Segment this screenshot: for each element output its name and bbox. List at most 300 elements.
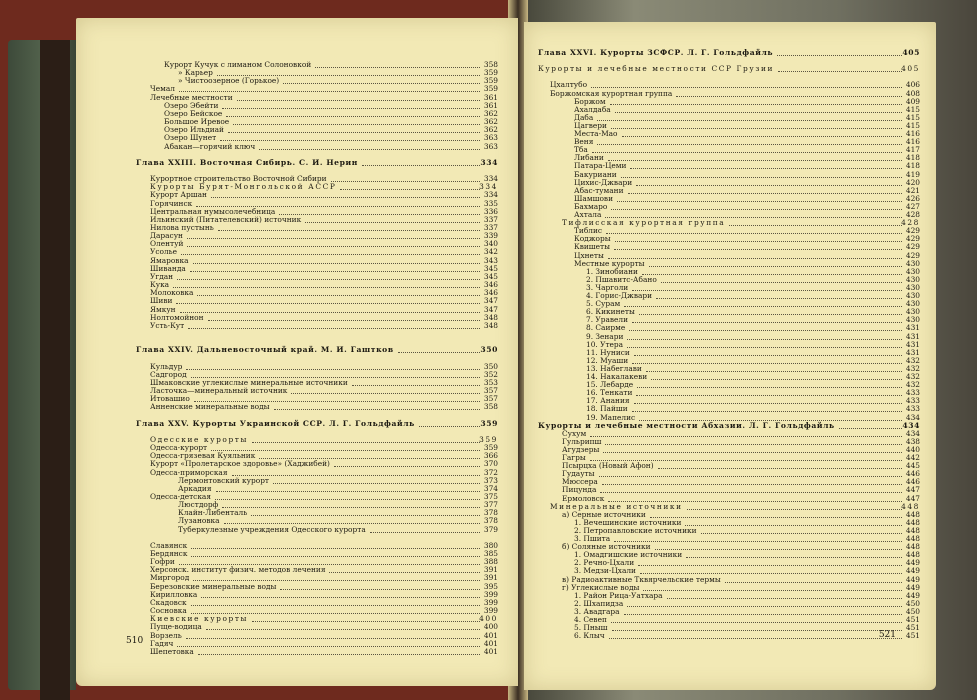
- toc-page-number: 447: [905, 493, 920, 503]
- toc-dot-leader: [198, 647, 480, 655]
- toc-entry-title: в) Радиоактивные Тквярчельские термы: [562, 574, 721, 584]
- toc-entry-title: Славянск: [150, 540, 188, 550]
- toc-dot-leader: [676, 89, 902, 97]
- toc-page-number: 420: [905, 177, 920, 187]
- toc-entry-title: Усть-Кут: [150, 320, 185, 330]
- toc-page-number: 408: [905, 88, 920, 98]
- toc-entry-title: Курорты и лечебные местности ССР Грузии: [538, 64, 775, 74]
- toc-dot-leader: [597, 137, 902, 145]
- toc-dot-leader: [197, 288, 480, 296]
- toc-dot-leader: [627, 332, 902, 340]
- toc-page-number: 449: [905, 558, 920, 568]
- toc-entry-title: Боржом: [574, 96, 606, 106]
- toc-page-number: 345: [483, 271, 498, 281]
- toc-page-number: 337: [483, 214, 498, 224]
- toc-entry-title: Цагвери: [574, 120, 607, 130]
- toc-dot-leader: [609, 631, 902, 639]
- toc-entry-title: Либани: [574, 153, 604, 163]
- toc-dot-leader: [687, 502, 902, 510]
- toc-entry-title: 14. Накалакеви: [586, 372, 648, 381]
- toc-dot-leader: [597, 113, 902, 121]
- toc-entry-title: Чемал: [150, 84, 175, 94]
- toc-page-number: 395: [483, 581, 498, 591]
- toc-dot-leader: [632, 283, 902, 291]
- toc-page-number: 430: [905, 299, 920, 309]
- toc-entry-title: Ермоловск: [562, 493, 605, 503]
- toc-page-number: 431: [905, 323, 920, 333]
- toc-page-number: 415: [905, 112, 920, 122]
- toc-entry-title: Гагры: [562, 453, 586, 462]
- toc-page-number: 431: [905, 347, 920, 357]
- toc-page-number: 417: [905, 145, 920, 155]
- toc-entry-title: Даба: [574, 112, 594, 122]
- toc-dot-leader: [636, 388, 902, 396]
- toc-page-number: 418: [905, 161, 920, 171]
- toc-page-number: 430: [905, 307, 920, 317]
- toc-dot-leader: [636, 178, 902, 186]
- toc-page-number: 350: [483, 361, 498, 371]
- left-cover-edge: [40, 40, 70, 700]
- toc-page-number: 366: [483, 451, 498, 461]
- toc-dot-leader: [638, 558, 902, 566]
- toc-page-number: 399: [483, 606, 498, 616]
- toc-entry-title: 6. Кикинеты: [586, 307, 635, 317]
- toc-page-number: 372: [483, 467, 498, 477]
- toc-dot-leader: [220, 133, 480, 141]
- toc-page-number: 400: [483, 622, 498, 632]
- toc-dot-leader: [611, 615, 902, 623]
- toc-dot-leader: [651, 372, 902, 380]
- toc-page-number: 427: [905, 201, 920, 211]
- toc-page-number: 431: [905, 339, 920, 349]
- toc-dot-leader: [228, 125, 480, 133]
- toc-entry-title: Тиблис: [574, 226, 603, 236]
- toc-entry-title: Абас-тумани: [574, 185, 624, 195]
- toc-dot-leader: [591, 80, 902, 88]
- toc-page-number: 448: [905, 534, 920, 543]
- toc-dot-leader: [590, 453, 902, 461]
- toc-entry-title: Лузановка: [178, 516, 220, 526]
- toc-page-number: 448: [905, 517, 920, 527]
- toc-entry-title: 3. Пшита: [574, 534, 611, 543]
- toc-page-number: 421: [905, 185, 920, 195]
- toc-entry-title: Одесса-курорт: [150, 443, 208, 453]
- toc-page-number: 348: [483, 312, 498, 322]
- toc-entry-title: Большое Иревое: [164, 117, 230, 127]
- toc-dot-leader: [777, 48, 902, 56]
- toc-page-number: 337: [483, 223, 498, 232]
- toc-entry-title: Киевские курорты: [150, 614, 249, 624]
- toc-page-number: 343: [483, 255, 498, 265]
- toc-page-number: 363: [483, 141, 498, 151]
- toc-page-number: 359: [480, 418, 498, 428]
- toc-dot-leader: [610, 97, 902, 105]
- toc-dot-leader: [252, 614, 480, 622]
- toc-dot-leader: [608, 153, 902, 161]
- right-page-number: 521: [878, 630, 896, 640]
- toc-dot-leader: [658, 461, 902, 469]
- toc-dot-leader: [190, 264, 480, 272]
- toc-dot-leader: [605, 210, 902, 218]
- toc-entry-title: 15. Лебарде: [586, 380, 634, 390]
- toc-dot-leader: [193, 573, 480, 581]
- toc-entry-title: Озеро Ильдиай: [164, 125, 224, 135]
- toc-page-number: 449: [905, 590, 920, 600]
- toc-entry-title: 10. Утера: [586, 339, 624, 349]
- toc-entry-title: Кульдур: [150, 361, 183, 371]
- toc-page-number: 353: [483, 377, 498, 387]
- toc-entry-title: Ахтала: [574, 210, 602, 219]
- toc-page-number: 399: [483, 589, 498, 599]
- toc-page-number: 431: [905, 331, 920, 341]
- toc-page-number: 357: [483, 394, 498, 404]
- toc-dot-leader: [370, 525, 480, 533]
- toc-dot-leader: [222, 101, 480, 109]
- toc-page-number: 449: [905, 574, 920, 584]
- toc-entry-title: 1. Район Рица-Уатхара: [574, 590, 663, 600]
- toc-dot-leader: [259, 142, 480, 150]
- toc-entry-title: Гофри: [150, 557, 175, 567]
- toc-entry-title: Сосновка: [150, 606, 187, 616]
- toc-page-number: 448: [905, 542, 920, 552]
- toc-dot-leader: [615, 105, 902, 113]
- toc-entry-title: Пуще-водица: [150, 622, 202, 632]
- toc-dot-leader: [191, 606, 480, 614]
- toc-dot-leader: [232, 468, 480, 476]
- toc-page-number: 378: [483, 516, 498, 526]
- toc-page-number: 451: [905, 631, 920, 641]
- toc-page-number: 348: [483, 320, 498, 330]
- toc-page-number: 430: [905, 258, 920, 268]
- toc-entry-title: Глава XXIV. Дальневосточный край. М. И. Гаштков: [136, 345, 394, 355]
- toc-entry-title: Веня: [574, 137, 594, 147]
- toc-page-number: 433: [905, 404, 920, 414]
- toc-page-number: 405: [901, 64, 920, 74]
- toc-dot-leader: [291, 386, 480, 394]
- toc-dot-leader: [627, 340, 902, 348]
- toc-entry-title: Клайн-Либенталь: [178, 508, 248, 518]
- toc-page-number: 440: [905, 444, 920, 454]
- toc-entry-title: Шепетовка: [150, 646, 194, 656]
- toc-page-number: 362: [483, 125, 498, 135]
- toc-entry-title: Аркадия: [178, 483, 212, 493]
- toc-entry-title: Пицунда: [562, 485, 597, 495]
- toc-dot-leader: [725, 575, 902, 583]
- toc-entry-title: Анненские минеральные воды: [150, 402, 270, 412]
- toc-entry-title: 2. Петропавловские источники: [574, 525, 697, 535]
- toc-dot-leader: [630, 161, 902, 169]
- toc-dot-leader: [614, 534, 902, 542]
- toc-page-number: 400: [479, 614, 498, 624]
- toc-page-number: 374: [483, 483, 498, 493]
- toc-page-number: 347: [483, 296, 498, 306]
- toc-dot-leader: [237, 93, 480, 101]
- toc-dot-leader: [646, 364, 902, 372]
- toc-entry-title: Лечебные местности: [150, 92, 233, 102]
- toc-entry-title: Шамшови: [574, 193, 613, 203]
- toc-page-number: 385: [483, 549, 498, 558]
- toc-page-number: 361: [483, 92, 498, 102]
- toc-entry-title: Шиванда: [150, 263, 186, 273]
- toc-dot-leader: [211, 443, 480, 451]
- toc-entry-title: Одесса-детская: [150, 491, 212, 501]
- toc-dot-leader: [628, 186, 902, 194]
- toc-dot-leader: [592, 145, 902, 153]
- toc-entry-title: Гудауты: [562, 469, 595, 479]
- toc-entry-title: Миргород: [150, 573, 190, 583]
- toc-entry-title: Туберкулезные учреждения Одесского курорта: [178, 524, 366, 534]
- toc-dot-leader: [839, 421, 902, 429]
- toc-dot-leader: [226, 109, 480, 117]
- toc-dot-leader: [362, 158, 480, 166]
- toc-page-number: 340: [483, 239, 498, 249]
- toc-page-number: 448: [901, 501, 920, 511]
- toc-page-number: 448: [905, 509, 920, 519]
- toc-entry-title: Ворзель: [150, 630, 182, 640]
- toc-entry-title: Курорт Кучук с лиманом Солоновкой: [164, 60, 312, 69]
- toc-page-number: 358: [483, 402, 498, 412]
- toc-dot-leader: [629, 323, 902, 331]
- toc-page-number: 451: [905, 615, 920, 624]
- toc-entry-title: Садгород: [150, 369, 187, 379]
- toc-entry-title: Горячинск: [150, 198, 193, 208]
- toc-dot-leader: [656, 291, 902, 299]
- toc-entry-title: Тба: [574, 145, 588, 155]
- toc-dot-leader: [206, 622, 480, 630]
- toc-page-number: 334: [480, 157, 498, 167]
- toc-entry-title: 16. Тенкати: [586, 388, 633, 398]
- toc-dot-leader: [173, 280, 480, 288]
- toc-dot-leader: [701, 526, 902, 534]
- toc-page-number: 335: [483, 198, 498, 208]
- toc-dot-leader: [186, 362, 480, 370]
- toc-entry: [76, 647, 518, 657]
- toc-entry-title: Березовские минеральные воды: [150, 581, 277, 591]
- toc-dot-leader: [419, 419, 480, 427]
- toc-page-number: 378: [483, 508, 498, 518]
- toc-entry-title: Курорт Аршан: [150, 190, 207, 200]
- toc-dot-leader: [778, 64, 902, 72]
- toc-page-number: 399: [483, 597, 498, 607]
- toc-page-number: 391: [483, 573, 498, 583]
- toc-dot-leader: [187, 231, 480, 239]
- toc-dot-leader: [329, 565, 480, 573]
- toc-dot-leader: [649, 259, 902, 267]
- toc-entry-title: Шмаковские углекислые минеральные источники: [150, 377, 348, 387]
- toc-page-number: 433: [905, 388, 920, 398]
- toc-dot-leader: [331, 174, 480, 182]
- toc-page-number: 401: [483, 638, 498, 648]
- toc-page-number: 432: [905, 372, 920, 381]
- toc-page-number: 434: [902, 420, 920, 430]
- toc-entry-title: Агудзеры: [562, 444, 600, 454]
- toc-dot-leader: [643, 583, 902, 591]
- toc-dot-leader: [686, 550, 902, 558]
- toc-page-number: 380: [483, 540, 498, 550]
- toc-dot-leader: [179, 84, 480, 92]
- toc-entry-title: Итовашио: [150, 394, 190, 404]
- toc-page-number: 388: [483, 557, 498, 567]
- toc-dot-leader: [617, 194, 902, 202]
- toc-dot-leader: [611, 121, 902, 129]
- toc-dot-leader: [188, 321, 480, 329]
- toc-dot-leader: [196, 199, 480, 207]
- toc-page-number: 401: [483, 630, 498, 640]
- toc-entry-title: Ахалдаба: [574, 104, 611, 114]
- toc-dot-leader: [632, 356, 902, 364]
- toc-page-number: 415: [905, 120, 920, 130]
- toc-dot-leader: [624, 299, 902, 307]
- toc-entry-title: Местные курорты: [574, 258, 645, 268]
- toc-page-number: 359: [483, 84, 498, 94]
- toc-page-number: 361: [483, 100, 498, 110]
- toc-dot-leader: [279, 207, 480, 215]
- toc-dot-leader: [259, 451, 480, 459]
- toc-entry-title: Ильинский (Питателевский) источник: [150, 214, 302, 224]
- toc-page-number: 449: [905, 566, 920, 576]
- toc-page-number: 362: [483, 117, 498, 127]
- toc-entry-title: Центральная нумысолечебница: [150, 206, 276, 216]
- toc-entry-title: 2. Шхапидза: [574, 598, 624, 608]
- toc-dot-leader: [639, 413, 902, 421]
- toc-page-number: 359: [483, 76, 498, 86]
- toc-page-number: 347: [483, 304, 498, 314]
- toc-entry-title: Ямаровка: [150, 255, 189, 265]
- toc-page-number: 429: [905, 226, 920, 236]
- toc-dot-leader: [608, 494, 902, 502]
- toc-entry-title: Цхнеты: [574, 250, 604, 260]
- toc-dot-leader: [191, 549, 480, 557]
- toc-page-number: 429: [905, 242, 920, 252]
- toc-dot-leader: [211, 190, 480, 198]
- toc-entry-title: Коджоры: [574, 234, 611, 244]
- toc-entry-title: 7. Уравели: [586, 315, 629, 325]
- toc-dot-leader: [611, 202, 902, 210]
- toc-entry-title: Одесса-приморская: [150, 467, 228, 477]
- toc-page-number: 430: [905, 266, 920, 276]
- toc-dot-leader: [340, 182, 480, 190]
- toc-dot-leader: [191, 598, 480, 606]
- toc-page-number: 339: [483, 231, 498, 241]
- toc-dot-leader: [634, 348, 902, 356]
- toc-page-number: 362: [483, 108, 498, 118]
- toc-entry-title: Бердянск: [150, 549, 188, 558]
- toc-page-number: 445: [905, 461, 920, 471]
- toc-dot-leader: [218, 223, 480, 231]
- toc-entry-title: » Чистоозерное (Горькое): [178, 76, 280, 86]
- toc-dot-leader: [685, 518, 902, 526]
- toc-dot-leader: [729, 218, 902, 226]
- toc-entry-title: Озеро Бейское: [164, 108, 223, 118]
- toc-entry-title: Одесские курорты: [150, 434, 248, 444]
- toc-dot-leader: [177, 639, 480, 647]
- toc-dot-leader: [191, 541, 480, 549]
- toc-dot-leader: [655, 542, 902, 550]
- toc-page-number: 430: [905, 282, 920, 292]
- toc-entry-title: 4. Севеп: [574, 615, 607, 624]
- toc-page-number: 446: [905, 469, 920, 479]
- toc-dot-leader: [181, 247, 480, 255]
- toc-entry-title: Глава XXV. Курорты Украинской ССР. Л. Г. Гольдфайль: [136, 418, 415, 428]
- toc-entry-title: Мюссера: [562, 477, 598, 487]
- toc-entry-title: Курорты и лечебные местности Абхазии. Л. Г. Гольдфайль: [538, 420, 835, 430]
- toc-dot-leader: [398, 345, 480, 353]
- toc-entry-title: Скадовск: [150, 597, 187, 607]
- toc-dot-leader: [590, 429, 902, 437]
- toc-entry-title: 13. Набеглави: [586, 363, 642, 373]
- toc-page-number: 432: [905, 363, 920, 373]
- toc-dot-leader: [305, 215, 480, 223]
- toc-page-number: 434: [905, 428, 920, 438]
- toc-page-number: 346: [483, 280, 498, 290]
- toc-entry-title: Угдан: [150, 271, 174, 281]
- toc-page-number: 406: [905, 80, 920, 90]
- toc-dot-leader: [208, 313, 480, 321]
- toc-entry-title: Цихис-Джвари: [574, 177, 633, 187]
- toc-page-number: 446: [905, 477, 920, 487]
- toc-entry-title: Кирилловка: [150, 589, 198, 599]
- toc-dot-leader: [215, 492, 480, 500]
- toc-entry-title: 3. Авадгара: [574, 606, 620, 616]
- toc-page-number: 448: [905, 550, 920, 560]
- toc-entry-title: Бахмаро: [574, 201, 608, 211]
- toc-dot-leader: [217, 68, 480, 76]
- toc-entry-title: Гадяч: [150, 638, 174, 648]
- toc-page-number: 428: [901, 218, 920, 228]
- toc-page-number: 434: [905, 412, 920, 422]
- toc-dot-leader: [187, 239, 480, 247]
- toc-dot-leader: [661, 275, 902, 283]
- toc-dot-leader: [180, 305, 480, 313]
- toc-page-number: 345: [483, 263, 498, 273]
- toc-entry-title: Лермонтовский курорт: [178, 475, 270, 485]
- toc-dot-leader: [632, 404, 902, 412]
- toc-page-number: 358: [483, 60, 498, 69]
- toc-page-number: 429: [905, 250, 920, 260]
- toc-dot-leader: [615, 234, 902, 242]
- toc-page-number: 334: [483, 174, 498, 184]
- toc-entry-title: Квишеты: [574, 242, 611, 252]
- toc-dot-leader: [334, 459, 480, 467]
- toc-entry: [524, 631, 936, 641]
- toc-page-number: 336: [483, 206, 498, 216]
- toc-page-number: 415: [905, 104, 920, 114]
- toc-dot-leader: [621, 170, 902, 178]
- toc-entry-title: Абакан—горячий ключ: [164, 141, 256, 151]
- toc-page-number: 379: [483, 524, 498, 534]
- toc-dot-leader: [602, 477, 902, 485]
- toc-entry-title: Псырцха (Новый Афон): [562, 461, 654, 471]
- toc-entry-title: Дарасун: [150, 231, 183, 241]
- toc-dot-leader: [186, 631, 480, 639]
- toc-dot-leader: [600, 485, 902, 493]
- toc-page-number: 418: [905, 153, 920, 163]
- toc-entry-title: 1. Вечешинские источники: [574, 517, 682, 527]
- toc-entry-title: Ямкун: [150, 304, 176, 314]
- toc-page-number: 401: [483, 646, 498, 656]
- toc-entry-title: 8. Саирме: [586, 323, 626, 333]
- toc-entry-title: г) Углекислые воды: [562, 582, 640, 592]
- toc-dot-leader: [627, 599, 902, 607]
- toc-entry-title: Нилова пустынь: [150, 223, 214, 232]
- toc-entry-title: 5. Пныш: [574, 623, 608, 633]
- toc-page-number: 426: [905, 193, 920, 203]
- toc-page-number: 405: [902, 48, 920, 57]
- toc-page-number: 419: [905, 169, 920, 179]
- toc-dot-leader: [640, 566, 902, 574]
- toc-entry-title: 9. Зенари: [586, 331, 624, 341]
- toc-dot-leader: [280, 582, 480, 590]
